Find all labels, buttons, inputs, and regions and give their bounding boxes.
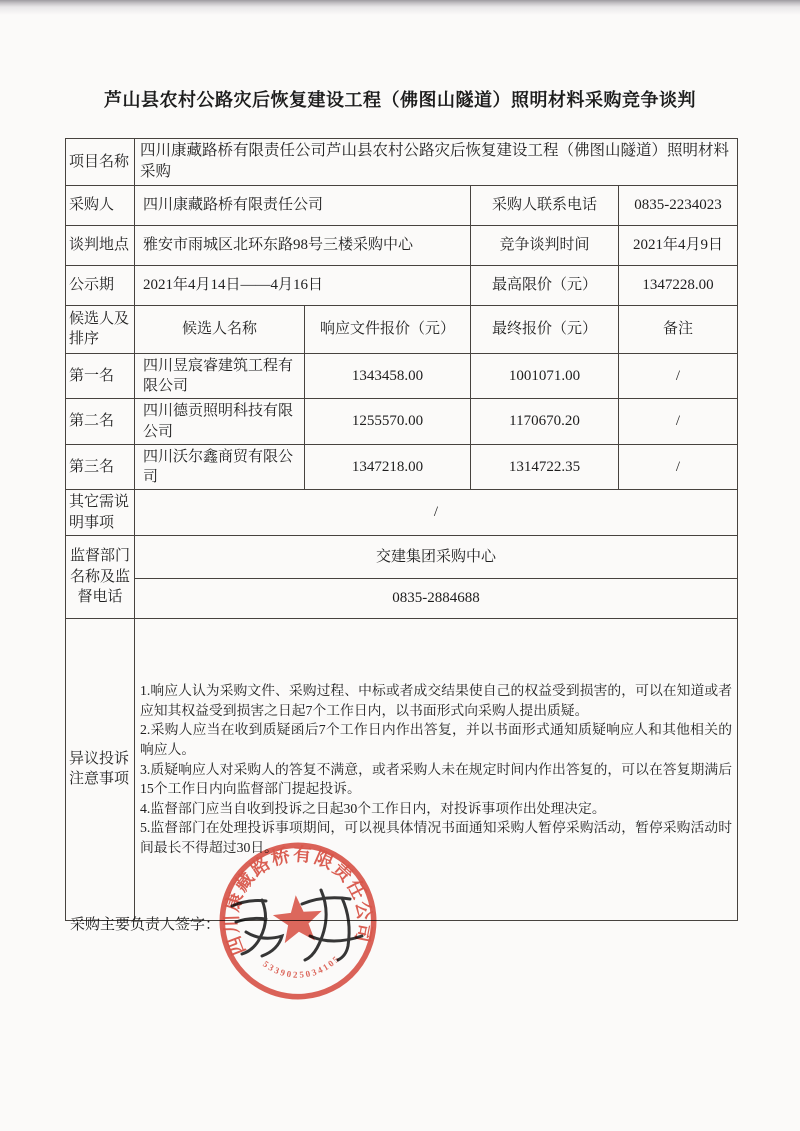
seal-company-name: 四川康藏路桥有限责任公司 [221, 844, 375, 958]
candidate-name: 四川沃尔鑫商贸有限公司 [135, 444, 305, 490]
objection-item-5: 5.监督部门在处理投诉事项期间，可以视具体情况书面通知采购人暂停采购活动，暂停采购活动时间最长不得超过30日。 [140, 820, 733, 855]
candidates-remark-header: 备注 [619, 305, 738, 353]
max-price-value: 1347228.00 [619, 265, 738, 305]
page-title: 芦山县农村公路灾后恢复建设工程（佛图山隧道）照明材料采购竞争谈判 [104, 90, 696, 110]
supervision-phone-value: 0835-2884688 [135, 578, 738, 618]
candidate-final-price: 1170670.20 [471, 399, 619, 445]
other-notes-label: 其它需说明事项 [66, 490, 135, 536]
candidates-name-header: 候选人名称 [135, 305, 305, 353]
candidate-remark: / [619, 444, 738, 490]
candidate-name: 四川德贡照明科技有限公司 [135, 399, 305, 445]
location-value: 雅安市雨城区北环东路98号三楼采购中心 [135, 225, 471, 265]
candidate-doc-price: 1343458.00 [305, 353, 471, 399]
candidates-rank-header: 候选人及排序 [66, 305, 135, 353]
supervision-dept-value: 交建集团采购中心 [135, 535, 738, 578]
table-row-candidate-2 [66, 399, 738, 445]
objection-item-4: 4.监督部门应当自收到投诉之日起30个工作日内，对投诉事项作出处理决定。 [140, 800, 606, 816]
row-project-name [66, 139, 738, 186]
purchaser-label: 采购人 [66, 185, 135, 225]
purchaser-phone-label: 采购人联系电话 [471, 185, 619, 225]
candidate-final-price: 1314722.35 [471, 444, 619, 490]
objection-item-2: 2.采购人应当在收到质疑函后7个工作日内作出答复，并以书面形式通知质疑响应人和其他相关的响应人。 [140, 722, 733, 757]
row-purchaser [66, 185, 738, 225]
table-row-candidate-3 [66, 444, 738, 490]
candidates-doc-price-header: 响应文件报价（元） [305, 305, 471, 353]
scan-edge-shadow [0, 0, 800, 16]
row-supervision-dept [66, 535, 738, 578]
supervision-label: 监督部门名称及监督电话 [66, 535, 135, 618]
publicity-label: 公示期 [66, 265, 135, 305]
other-notes-value: / [135, 490, 738, 536]
row-objection [66, 618, 738, 920]
negotiation-time-label: 竞争谈判时间 [471, 225, 619, 265]
candidate-final-price: 1001071.00 [471, 353, 619, 399]
purchaser-value: 四川康藏路桥有限责任公司 [135, 185, 471, 225]
row-supervision-phone [66, 578, 738, 618]
candidate-remark: / [619, 353, 738, 399]
project-name-value: 四川康藏路桥有限责任公司芦山县农村公路灾后恢复建设工程（佛图山隧道）照明材料采购 [135, 139, 738, 186]
candidate-doc-price: 1347218.00 [305, 444, 471, 490]
candidate-name: 四川昱宸睿建筑工程有限公司 [135, 353, 305, 399]
negotiation-time-value: 2021年4月9日 [619, 225, 738, 265]
candidate-rank: 第三名 [66, 444, 135, 490]
seal-number: 5339025034105 [261, 952, 343, 980]
procurement-result-table [65, 138, 738, 921]
candidates-final-price-header: 最终报价（元） [471, 305, 619, 353]
candidate-rank: 第一名 [66, 353, 135, 399]
row-publicity [66, 265, 738, 305]
candidate-remark: / [619, 399, 738, 445]
objection-item-3: 3.质疑响应人对采购人的答复不满意，或者采购人未在规定时间内作出答复的，可以在答复期满后15个工作日内向监督部门提起投诉。 [140, 761, 733, 797]
row-candidates-header [66, 305, 738, 353]
publicity-value: 2021年4月14日——4月16日 [135, 265, 471, 305]
row-location [66, 225, 738, 265]
row-other-notes [66, 490, 738, 536]
table-row-candidate-1 [66, 353, 738, 399]
objection-label: 异议投诉注意事项 [66, 618, 135, 920]
max-price-label: 最高限价（元） [471, 265, 619, 305]
candidate-doc-price: 1255570.00 [305, 399, 471, 445]
handwritten-signature [218, 880, 398, 980]
candidate-rank: 第二名 [66, 399, 135, 445]
objection-item-1: 1.响应人认为采购文件、采购过程、中标或者成交结果使自己的权益受到损害的，可以在知道或者应知其权益受到损害之日起7个工作日内，以书面形式向采购人提出质疑。 [140, 683, 733, 718]
project-name-label: 项目名称 [66, 139, 135, 186]
signature-label: 采购主要负责人签字： [70, 917, 221, 933]
purchaser-phone-value: 0835-2234023 [619, 185, 738, 225]
location-label: 谈判地点 [66, 225, 135, 265]
